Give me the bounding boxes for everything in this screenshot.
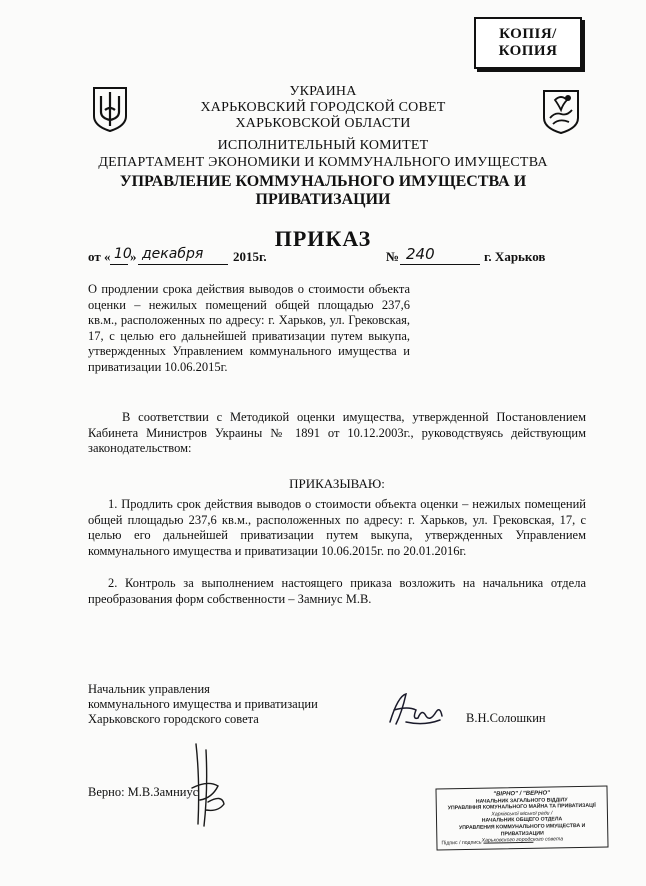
header-directorate-cont: ПРИВАТИЗАЦИИ [255, 191, 391, 208]
verified-line: Верно: М.В.Замниус [88, 785, 199, 799]
header-region: ХАРЬКОВСКОЙ ОБЛАСТИ [235, 116, 411, 131]
stamp-line-8 [441, 839, 533, 847]
signatory-title-2: коммунального имущества и приватизации [88, 697, 318, 711]
header-council: ХАРЬКОВСКИЙ ГОРОДСКОЙ СОВЕТ [200, 100, 446, 115]
header-department: ДЕПАРТАМЕНТ ЭКОНОМИКИ И КОММУНАЛЬНОГО ИМУЩЕСТВА [98, 155, 548, 170]
preamble: В соответствии с Методикой оценки имущества, утвержденной Постановлением Кабинета Министров Украины № 1891 от 10.12.2003г., руководствуясь действующим законодательством: [88, 410, 586, 455]
date-close-quote: » [130, 249, 137, 264]
stamp-line-2: НАЧАЛЬНИК ЗАГАЛЬНОГО ВІДДІЛУ [475, 796, 568, 805]
order-city: г. Харьков [484, 249, 546, 264]
order-meta-line [88, 245, 558, 269]
stamp-line-7: Харьковского городского совета [481, 836, 564, 844]
handwritten-month: декабря [142, 246, 204, 262]
stamp-line-3: УПРАВЛІННЯ КОМУНАЛЬНОГО МАЙНА ТА ПРИВАТИЗАЦІЇ [447, 802, 596, 812]
signatory-name: В.Н.Солошкин [466, 711, 546, 725]
number-label: № [386, 249, 400, 264]
order-item-1: 1. Продлить срок действия выводов о стоимости объекта оценки – нежилых помещений общей площадью 237,6 кв.м., расположенных по адресу: г. Харьков, ул. Грековская, 17, с целью его дальнейшей приватизации путем выкупа, утвержденных Управлением коммунального имущества и приватизации 10.06.2015г. по 20.01.2016г. [88, 497, 586, 558]
signatory-title-1: Начальник управления [88, 682, 210, 696]
verifier-signature [178, 740, 234, 830]
copy-stamp [474, 17, 582, 69]
header-country: УКРАИНА [289, 84, 357, 99]
date-prefix: от « [88, 249, 111, 264]
header-committee: ИСПОЛНИТЕЛЬНЫЙ КОМИТЕТ [217, 138, 429, 153]
header-directorate: УПРАВЛЕНИЕ КОММУНАЛЬНОГО ИМУЩЕСТВА И [119, 173, 527, 190]
stamp-line-5: НАЧАЛЬНИК ОБЩЕГО ОТДЕЛА [481, 816, 563, 825]
signatory-title-3: Харьковского городского совета [88, 712, 259, 726]
head-signature [384, 686, 446, 730]
date-year: 2015г. [233, 249, 267, 264]
order-title: ПРИКАЗ [274, 226, 372, 251]
stamp-signature-label: Підпис / подпись [441, 840, 482, 847]
order-item-2: 2. Контроль за выполнением настоящего приказа возложить на начальника отдела преобразования форм собственности – Замниус М.В. [88, 576, 586, 606]
certification-stamp [435, 786, 608, 851]
directive-heading: ПРИКАЗЫВАЮ: [289, 476, 385, 491]
copy-stamp-line2: КОПИЯ [498, 43, 558, 59]
copy-stamp-line1: КОПІЯ/ [499, 26, 557, 42]
stamp-line-6: УПРАВЛЕНИЯ КОММУНАЛЬНОГО ИМУЩЕСТВА И ПРИВАТИЗАЦИИ [458, 822, 586, 837]
stamp-line-4: Харківської міської ради / [491, 810, 553, 818]
handwritten-day: 10 [114, 246, 132, 262]
stamp-line-1: "ВІРНО" / "ВЕРНО" [493, 790, 550, 798]
order-subject: О продлении срока действия выводов о стоимости объекта оценки – нежилых помещений общей площадью 237,6 кв.м., расположенных по адресу: г. Харьков, ул. Грековская, 17, с целью его дальнейшей приватизации путем выкупа, утвержденных Управлением коммунального имущества и приватизации 10.06.2015г. [88, 282, 410, 374]
handwritten-number: 240 [406, 245, 435, 263]
